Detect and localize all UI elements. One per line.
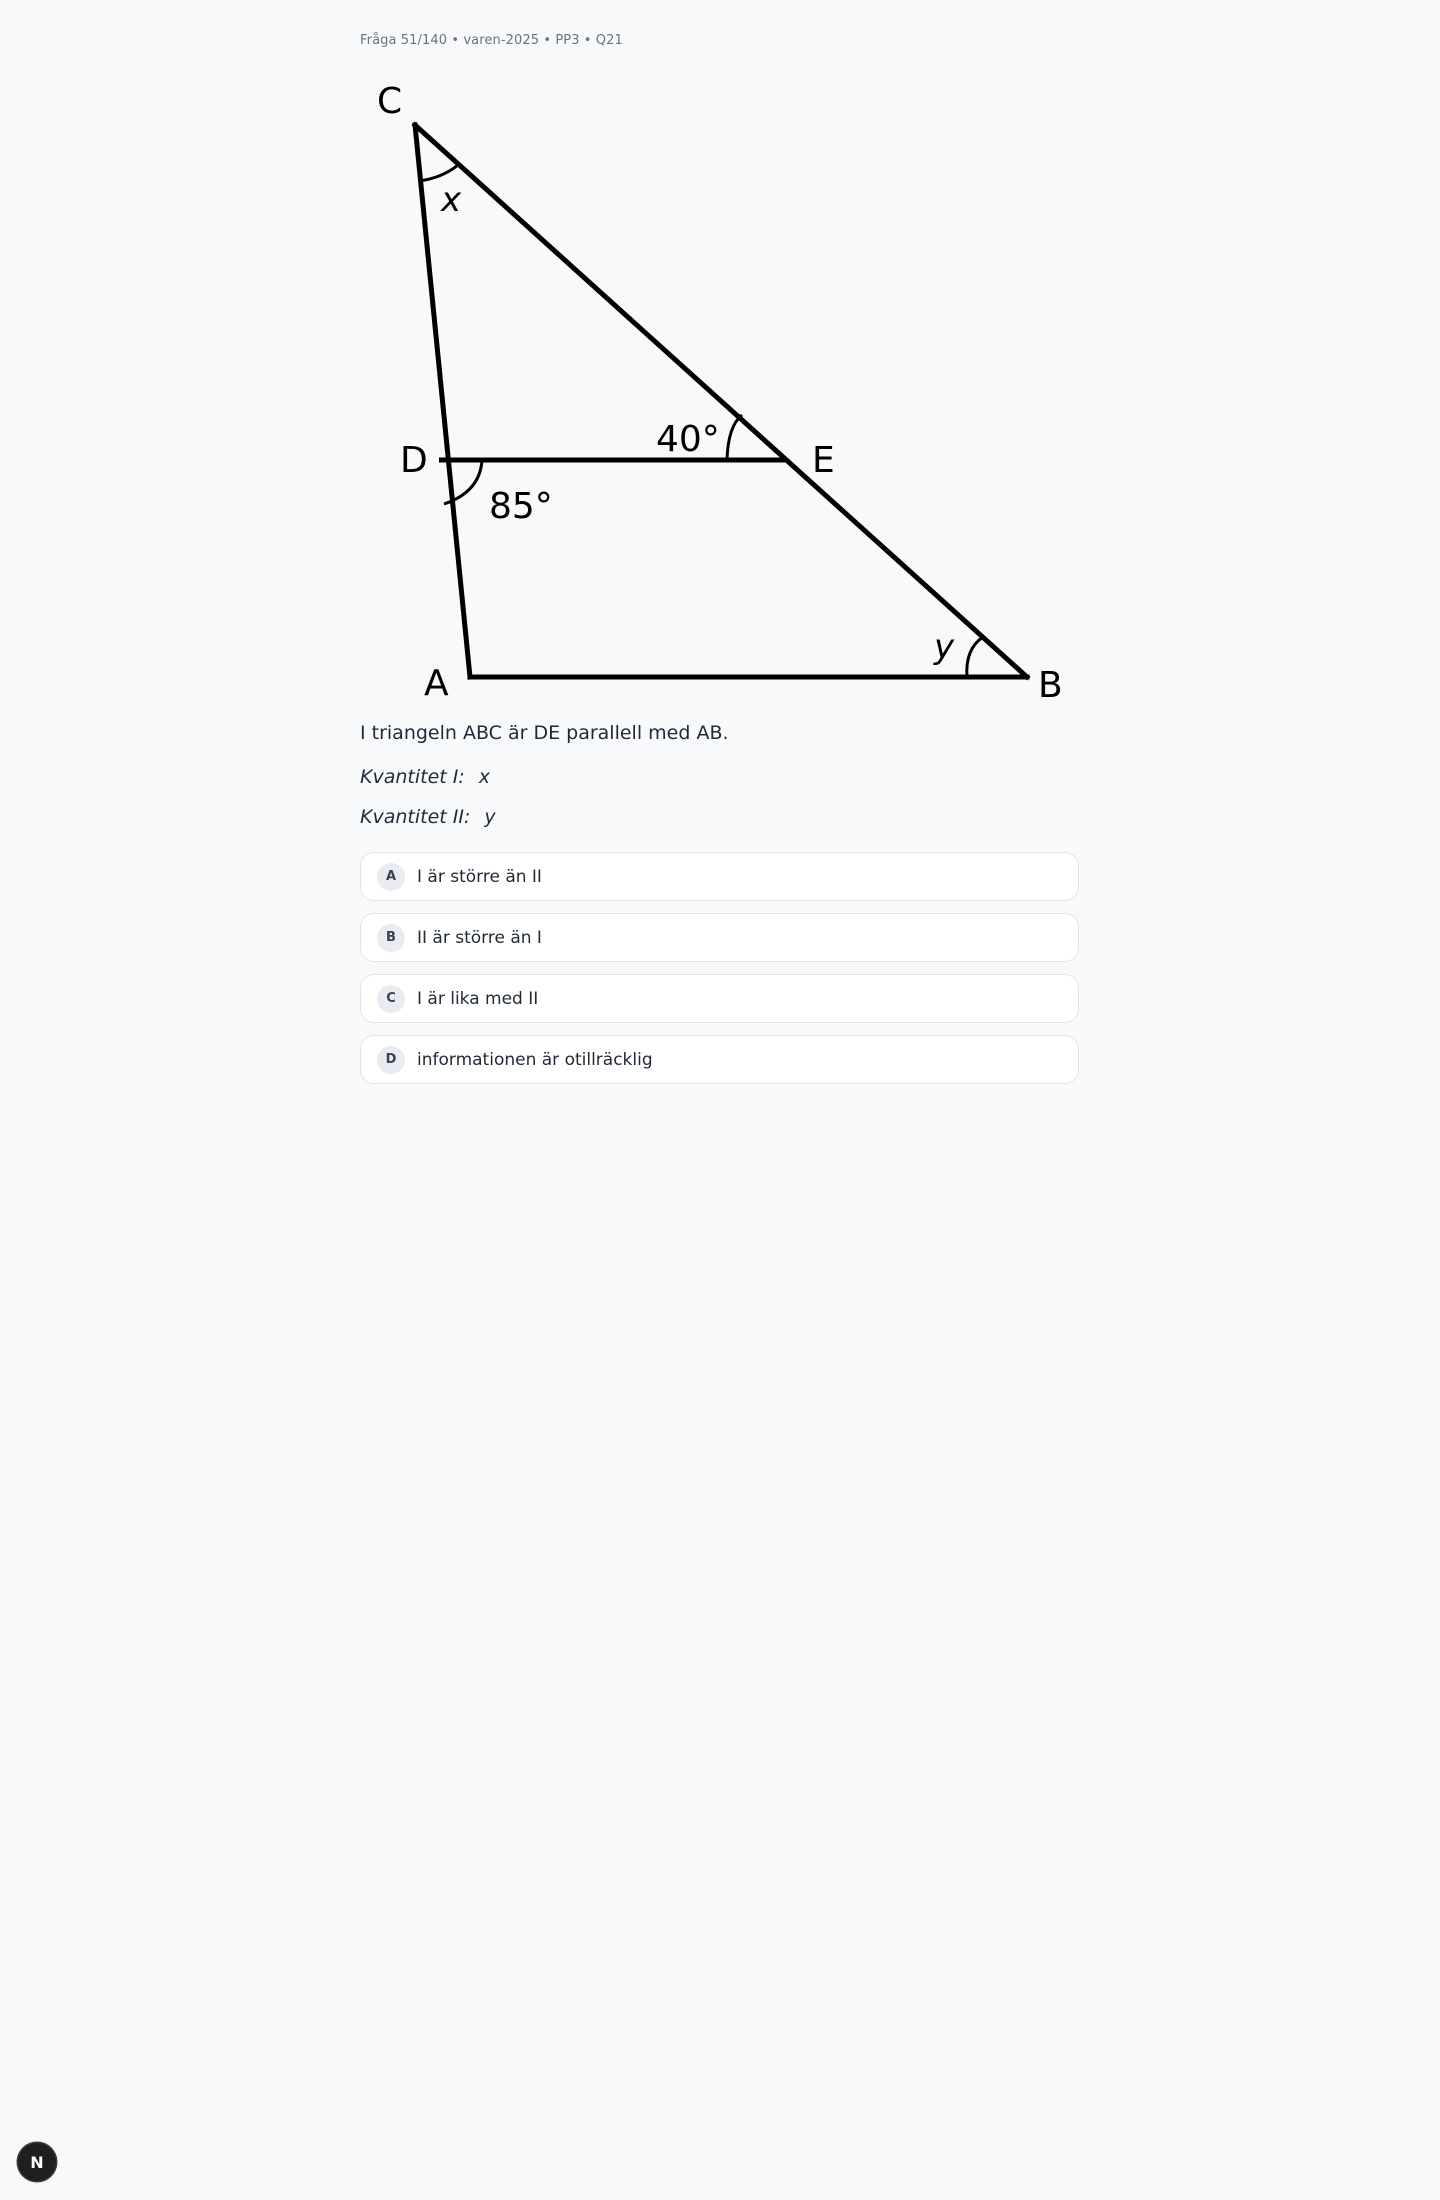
option-letter-badge: A (377, 863, 405, 891)
answer-option-d[interactable] (360, 1035, 1079, 1084)
question-container (360, 0, 1079, 1096)
vertex-label-a: A (424, 663, 449, 704)
vertex-label-b: B (1038, 665, 1063, 706)
option-text: informationen är otillräcklig (417, 1049, 653, 1070)
angle-label-x: x (441, 180, 462, 220)
nextjs-badge-icon[interactable]: N (18, 2143, 56, 2181)
quantity-two-label: Kvantitet II: (360, 806, 471, 828)
answer-option-a[interactable] (360, 852, 1079, 901)
quantity-two-value: y (484, 806, 496, 828)
option-letter-badge: D (377, 1046, 405, 1074)
vertex-label-d: D (400, 440, 428, 481)
answer-options (360, 852, 1079, 1084)
option-text: II är större än I (417, 927, 542, 948)
option-text: I är större än II (417, 866, 542, 887)
quantity-two (360, 804, 1079, 830)
angle-arc-40 (727, 415, 742, 460)
quantity-one (360, 764, 1079, 790)
option-letter-badge: B (377, 924, 405, 952)
angle-label-y: y (934, 627, 955, 667)
option-text: I är lika med II (417, 988, 539, 1009)
question-stem: I triangeln ABC är DE parallell med AB. (360, 722, 729, 744)
angle-label-85: 85° (489, 486, 553, 527)
question-meta: Fråga 51/140 • varen-2025 • PP3 • Q21 (360, 33, 623, 48)
answer-option-c[interactable] (360, 974, 1079, 1023)
answer-option-b[interactable] (360, 913, 1079, 962)
angle-label-40: 40° (656, 419, 720, 460)
side-cb (415, 125, 1027, 677)
vertex-label-e: E (812, 440, 835, 481)
angle-arc-y (967, 637, 983, 677)
triangle-figure (360, 74, 1079, 720)
quantity-one-label: Kvantitet I: (360, 766, 465, 788)
angle-arc-x (419, 165, 458, 181)
quantity-one-value: x (478, 766, 491, 788)
vertex-label-c: C (377, 81, 403, 122)
option-letter-badge: C (377, 985, 405, 1013)
